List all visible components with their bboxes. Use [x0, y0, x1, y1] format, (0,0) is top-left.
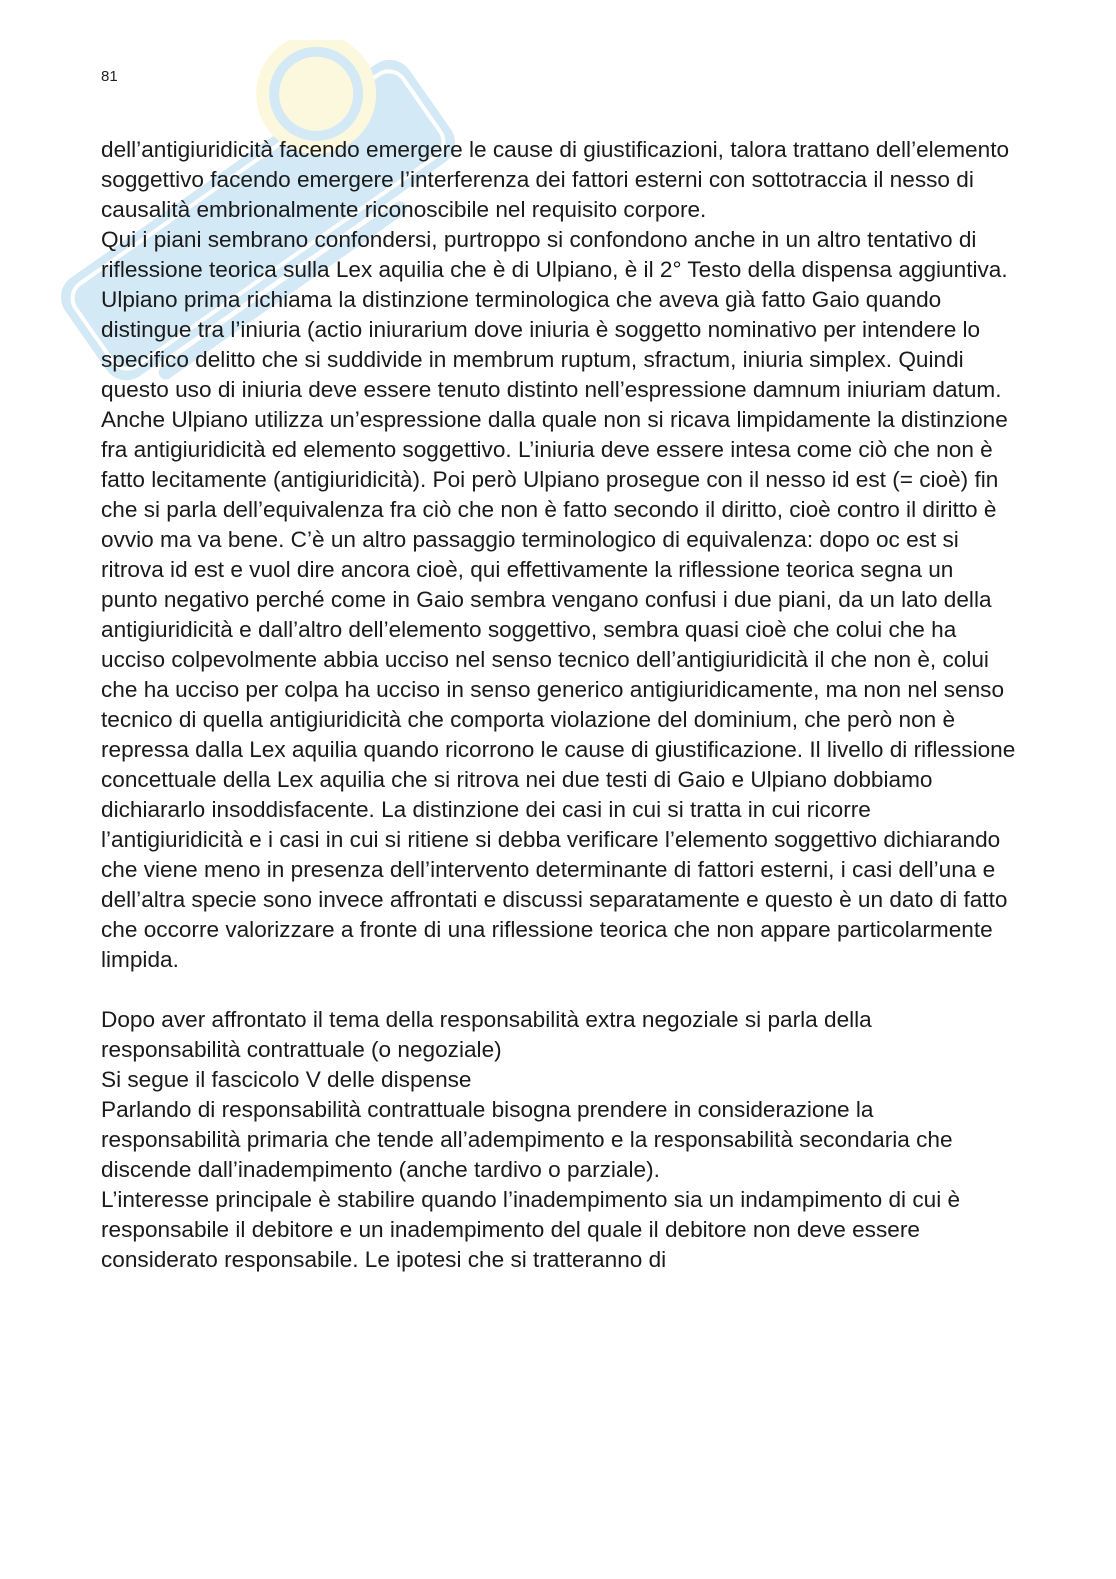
page-number: 81 — [101, 68, 118, 85]
paragraph-spacer — [101, 975, 1016, 1005]
document-body — [101, 135, 1016, 1275]
paragraph-1: dell’antigiuridicità facendo emergere le cause di giustificazioni, talora trattano dell’elemento soggettivo facendo emergere l’interferenza dei fattori esterni con sottotraccia il nesso di causalità embrionalmente riconoscibile nel requisito corpore. — [101, 137, 1010, 222]
paragraph-6: L’interesse principale è stabilire quando l’inadempimento sia un indampimento di cui è responsabile il debitore e un inadempimento del quale il debitore non deve essere considerato responsabile. Le ipotesi che si tratteranno di — [101, 1187, 961, 1272]
paragraph-4: Si segue il fascicolo V delle dispense — [101, 1067, 472, 1092]
paragraph-5: Parlando di responsabilità contrattuale bisogna prendere in considerazione la responsabilità primaria che tende all’adempimento e la responsabilità secondaria che discende dall’inadempimento (anche tardivo o parziale). — [101, 1097, 953, 1182]
paragraph-2: Qui i piani sembrano confondersi, purtroppo si confondono anche in un altro tentativo di riflessione teorica sulla Lex aquilia che è di Ulpiano, è il 2° Testo della dispensa aggiuntiva. Ulpiano prima richiama la distinzione terminologica che aveva già fatto Gaio quando distingue tra l’iniuria (actio iniurarium dove iniuria è soggetto nominativo per intendere lo specifico delitto che si suddivide in membrum ruptum, sfractum, iniuria simplex. Quindi questo uso di iniuria deve essere tenuto distinto nell’espressione damnum iniuriam datum. Anche Ulpiano utilizza un’espressione dalla quale non si ricava limpidamente la distinzione fra antigiuridicità ed elemento soggettivo. L’iniuria deve essere intesa come ciò che non è fatto lecitamente (antigiuridicità). Poi però Ulpiano prosegue con il nesso id est (= cioè) fin che si parla dell’equivalenza fra ciò che non è fatto secondo il diritto, cioè contro il diritto è ovvio ma va bene. C’è un altro passaggio terminologico di equivalenza: dopo oc est si ritrova id est e vuol dire ancora cioè, qui effettivamente la riflessione teorica segna un punto negativo perché come in Gaio sembra vengano confusi i due piani, da un lato della antigiuridicità e dall’altro dell’elemento soggettivo, sembra quasi cioè che colui che ha ucciso colpevolmente abbia ucciso nel senso tecnico dell’antigiuridicità il che non è, colui che ha ucciso per colpa ha ucciso in senso generico antigiuridicamente, ma non nel senso tecnico di quella antigiuridicità che comporta violazione del dominium, che però non è repressa dalla Lex aquilia quando ricorrono le cause di giustificazione. Il livello di riflessione concettuale della Lex aquilia che si ritrova nei due testi di Gaio e Ulpiano dobbiamo dichiararlo insoddisfacente. La distinzione dei casi in cui si tratta in cui ricorre l’antigiuridicità e i casi in cui si ritiene si debba verificare l’elemento soggettivo dichiarando che viene meno in presenza dell’intervento determinante di fattori esterni, i casi dell’una e dell’altra specie sono invece affrontati e discussi separatamente e questo è un dato di fatto che occorre valorizzare a fronte di una riflessione teorica che non appare particolarmente limpida. — [101, 227, 1016, 972]
paragraph-3: Dopo aver affrontato il tema della responsabilità extra negoziale si parla della responsabilità contrattuale (o negoziale) — [101, 1007, 872, 1062]
